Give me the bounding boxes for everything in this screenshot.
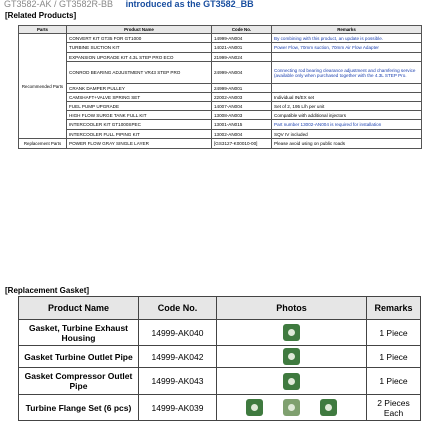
col-header-product-name: Product Name xyxy=(19,297,139,320)
gasket-photo-image xyxy=(283,348,300,365)
gasket-remark-cell: 2 Pieces Each xyxy=(367,395,421,421)
code-cell: 14021-AN001 xyxy=(212,43,272,53)
code-cell: [GS3127-K00010-00] xyxy=(212,139,272,149)
code-cell: 24999-AN001 xyxy=(212,84,272,93)
gasket-name-cell: Turbine Flange Set (6 pcs) xyxy=(19,395,139,421)
col-header-product-name: Product Name xyxy=(67,26,212,34)
product-name-cell: TURBINE SUCTION KIT xyxy=(67,43,212,53)
related-row xyxy=(19,130,422,139)
gasket-header-row xyxy=(19,297,421,320)
related-row xyxy=(19,120,422,130)
product-name-cell: EXPANSION UPGRADE KIT 4.3L STEP PRO ECO xyxy=(67,53,212,62)
code-cell: 14999-AN004 xyxy=(212,34,272,43)
product-name-cell: CONROD BEARING ADJUSTMENT VR43 STEP PRO xyxy=(67,62,212,84)
remark-cell: By combining with this product, an update is possible. xyxy=(272,34,422,43)
gasket-name-cell: Gasket Turbine Outlet Pipe xyxy=(19,346,139,368)
product-name-cell: CRANK DAMPER PULLEY xyxy=(67,84,212,93)
remark-cell xyxy=(272,84,422,93)
related-row xyxy=(19,34,422,43)
remark-cell: Individual IN/EX set xyxy=(272,93,422,102)
related-row xyxy=(19,62,422,84)
part-number: GT3582-AK / GT3582R-BB xyxy=(4,0,114,8)
col-header-remarks: Remarks xyxy=(272,26,422,34)
gasket-photos-cell xyxy=(217,346,367,368)
product-name-cell: CAMSHAFT+VALVE SPRING SET xyxy=(67,93,212,102)
related-row xyxy=(19,102,422,111)
remark-cell: Please avoid using on public roads xyxy=(272,139,422,149)
code-cell: 22002-AN003 xyxy=(212,93,272,102)
gasket-name-cell: Gasket Compressor Outlet Pipe xyxy=(19,368,139,395)
code-cell: 13001-AN015 xyxy=(212,120,272,130)
remark-cell xyxy=(272,53,422,62)
gasket-row xyxy=(19,395,421,421)
product-name-cell: HIGH FLOW SURGE TANK FULL KIT xyxy=(67,111,212,120)
gasket-code-cell: 14999-AK042 xyxy=(139,346,217,368)
related-row xyxy=(19,53,422,62)
gasket-photo-image xyxy=(320,399,337,416)
replacement-gasket-heading: [Replacement Gasket] xyxy=(5,286,90,295)
gasket-remark-cell: 1 Piece xyxy=(367,346,421,368)
product-name-cell: FUEL PUMP UPGRADE xyxy=(67,102,212,111)
product-name-cell: POWER FLOW GRAY SINGLE LAYER xyxy=(67,139,212,149)
related-row xyxy=(19,84,422,93)
remark-cell: Part number 13002-AN004 is required for installation xyxy=(272,120,422,130)
gasket-name-cell: Gasket, Turbine Exhaust Housing xyxy=(19,320,139,346)
gasket-row xyxy=(19,346,421,368)
col-header-code: Code No. xyxy=(139,297,217,320)
product-name-cell: INTERCOOLER FULL PIPING KIT xyxy=(67,130,212,139)
col-header-code: Code No. xyxy=(212,26,272,34)
gasket-photo-image xyxy=(283,373,300,390)
related-row xyxy=(19,111,422,120)
remark-cell: Power Flow, 70mm suction, 70mm Air Flow Adapter xyxy=(272,43,422,53)
gasket-code-cell: 14999-AK039 xyxy=(139,395,217,421)
gasket-photos-cell xyxy=(217,320,367,346)
gasket-photos-cell xyxy=(217,368,367,395)
related-row xyxy=(19,43,422,53)
related-row xyxy=(19,139,422,149)
code-cell: 21999-AN024 xyxy=(212,53,272,62)
code-cell: 13002-AN004 xyxy=(212,130,272,139)
gasket-photos-cell xyxy=(217,395,367,421)
gasket-row xyxy=(19,320,421,346)
gasket-photo-image xyxy=(283,324,300,341)
related-row xyxy=(19,93,422,102)
code-cell: 13008-AN003 xyxy=(212,111,272,120)
intro-text: introduced as the GT3582_BB xyxy=(125,0,254,8)
gasket-code-cell: 14999-AK043 xyxy=(139,368,217,395)
remark-cell: Set of 2, 195 L/h per unit xyxy=(272,102,422,111)
related-products-body xyxy=(19,34,422,149)
col-header-remarks: Remarks xyxy=(367,297,421,320)
code-cell: 24999-AN004 xyxy=(212,62,272,84)
gasket-remark-cell: 1 Piece xyxy=(367,368,421,395)
product-name-cell: INTERCOOLER KIT GT1000SPEC xyxy=(67,120,212,130)
related-header-row xyxy=(19,26,422,34)
remark-cell: Connecting rod bearing clearance adjustment and chamfering service (available only when purchased together with the 4.3L STEP Pro. xyxy=(272,62,422,84)
gasket-remark-cell: 1 Piece xyxy=(367,320,421,346)
gasket-photo-image xyxy=(246,399,263,416)
category-recommended: Recommended Parts xyxy=(19,34,67,139)
remark-cell: Compatible with additional injectors xyxy=(272,111,422,120)
gasket-table-body xyxy=(19,320,421,421)
remark-cell: SQV IV included xyxy=(272,130,422,139)
col-header-parts: Parts xyxy=(19,26,67,34)
gasket-photo-image xyxy=(283,399,300,416)
related-products-table xyxy=(18,25,422,149)
col-header-photos: Photos xyxy=(217,297,367,320)
product-name-cell: CONVERT KIT GT35 FOR GT1000 xyxy=(67,34,212,43)
related-products-heading: [Related Products] xyxy=(5,11,77,20)
category-replacement: Replacement Parts xyxy=(19,139,67,149)
gasket-row xyxy=(19,368,421,395)
replacement-gasket-table xyxy=(18,296,421,421)
document-header xyxy=(4,0,426,8)
code-cell: 14007-AN004 xyxy=(212,102,272,111)
gasket-code-cell: 14999-AK040 xyxy=(139,320,217,346)
